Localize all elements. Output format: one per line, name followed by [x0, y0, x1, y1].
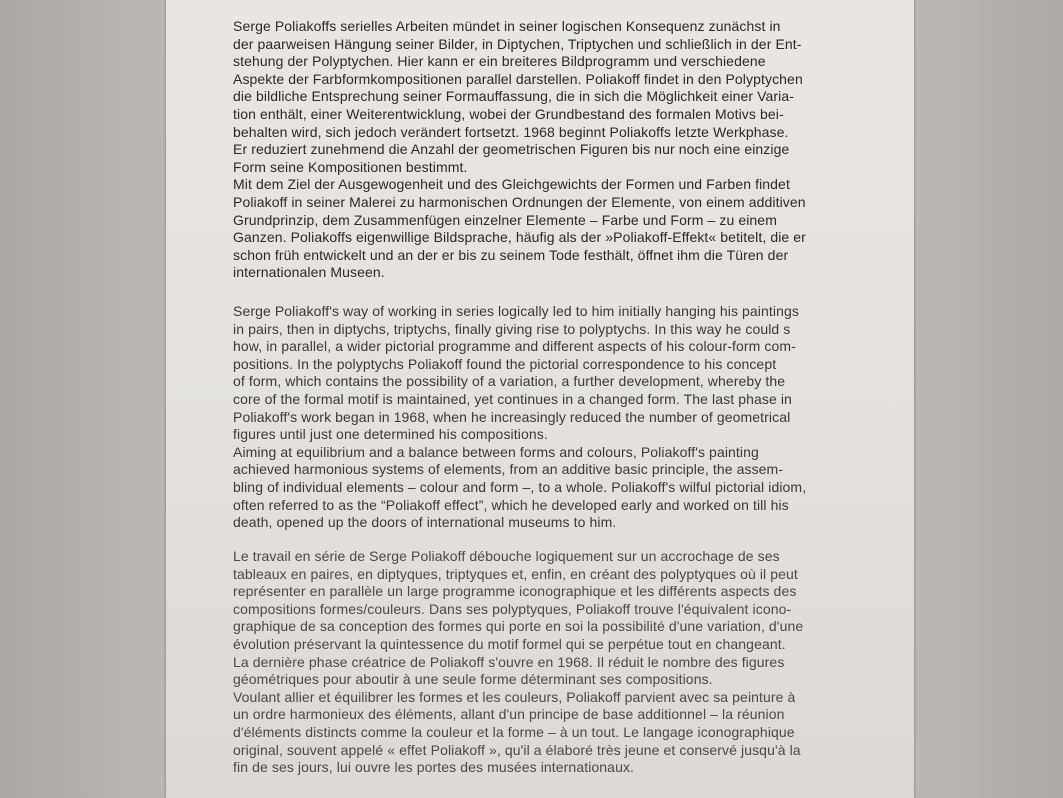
text-line: achieved harmonious systems of elements, from an additive basic principle, the assem- [233, 461, 784, 478]
text-line: Serge Poliakoffs serielles Arbeiten mündet in seiner logischen Konsequenz zunächst in [233, 18, 781, 34]
wall-text-panel [166, 0, 914, 798]
german-text-block [233, 18, 853, 282]
text-line: Poliakoff's work began in 1968, when he increasingly reduced the number of geometrical [233, 408, 791, 425]
text-line: often referred to as the “Poliakoff effect”, which he developed early and worked on till his [233, 496, 789, 513]
text-line: Aspekte der Farbformkompositionen parallel darstellen. Poliakoff findet in den Polyptychen [233, 70, 803, 87]
text-line: death, opened up the doors of international museums to him. [233, 514, 617, 531]
text-line: tion enthält, einer Weiterentwicklung, wobei der Grundbestand des formalen Motivs bei- [233, 105, 784, 122]
text-line: Poliakoff in seiner Malerei zu harmonischen Ordnungen der Elemente, von einem additiven [233, 193, 806, 210]
text-line: La dernière phase créatrice de Poliakoff s'ouvre en 1968. Il réduit le nombre des figures [233, 653, 785, 670]
text-line: original, souvent appelé « effet Poliakoff », qu'il a élaboré très jeune et conservé jusqu'à la [233, 741, 801, 758]
text-line: Mit dem Ziel der Ausgewogenheit und des Gleichgewichts der Formen und Farben findet [233, 176, 790, 193]
text-line: Grundprinzip, dem Zusammenfügen einzelner Elemente – Farbe und Form – zu einem [233, 211, 777, 228]
text-line: d'éléments distincts comme la couleur et la forme – à un tout. Le langage iconographique [233, 723, 795, 740]
text-line: un ordre harmonieux des éléments, allant d'un principe de base additionnel – la réunion [233, 706, 785, 723]
text-line: behalten wird, sich jedoch verändert fortsetzt. 1968 beginnt Poliakoffs letzte Werkphase. [233, 123, 789, 140]
text-line: die bildliche Entsprechung seiner Formauffassung, die in sich die Möglichkeit einer Varia- [233, 88, 794, 105]
french-text-block [233, 548, 853, 777]
text-line: géométriques pour aboutir à une seule forme déterminant ses compositions. [233, 671, 713, 688]
text-line: Form seine Kompositionen bestimmt. [233, 158, 468, 175]
text-line: schon früh entwickelt und an der er bis zu seinem Tode festhält, öffnet ihm die Türen der [233, 246, 789, 263]
text-line: représenter en parallèle un large programme iconographique et les différents aspects des [233, 583, 797, 600]
text-line: Aiming at equilibrium and a balance between forms and colours, Poliakoff's painting [233, 443, 759, 460]
text-line: Le travail en série de Serge Poliakoff débouche logiquement sur un accrochage de ses [233, 548, 780, 564]
text-line: Ganzen. Poliakoffs eigenwillige Bildsprache, häufig als der »Poliakoff-Effekt« betitelt, die er [233, 229, 806, 246]
text-line: how, in parallel, a wider pictorial programme and different aspects of his colour-form com- [233, 338, 796, 355]
text-line: bling of individual elements – colour and form –, to a whole. Poliakoff's wilful pictorial idiom, [233, 478, 807, 495]
text-line: Er reduziert zunehmend die Anzahl der geometrischen Figuren bis nur noch eine einzige [233, 141, 790, 158]
english-text-block [233, 303, 853, 532]
text-line: graphique de sa conception des formes qui porte en soi la possibilité d'une variation, d'une [233, 618, 804, 635]
text-line: stehung der Polyptychen. Hier kann er ein breiteres Bildprogramm und verschiedene [233, 53, 766, 70]
text-line: compositions formes/couleurs. Dans ses polyptyques, Poliakoff trouve l'équivalent icono- [233, 600, 792, 617]
text-line: positions. In the polyptychs Poliakoff found the pictorial correspondence to his concept [233, 355, 777, 372]
text-line: évolution préservant la quintessence du motif formel qui se perpétue tout en changeant. [233, 635, 786, 652]
text-line: Voulant allier et équilibrer les formes et les couleurs, Poliakoff parvient avec sa peinture à [233, 688, 796, 705]
text-line: of form, which contains the possibility of a variation, a further development, whereby the [233, 373, 786, 390]
text-line: figures until just one determined his compositions. [233, 426, 548, 443]
text-line: in pairs, then in diptychs, triptychs, finally giving rise to polyptychs. In this way he could s [233, 320, 791, 337]
text-line: der paarweisen Hängung seiner Bilder, in Diptychen, Triptychen und schließlich in der Ent- [233, 35, 802, 52]
text-line: Serge Poliakoff's way of working in series logically led to him initially hanging his paintings [233, 303, 799, 319]
text-line: tableaux en paires, en diptyques, triptyques et, enfin, en créant des polyptyques où il peut [233, 565, 798, 582]
text-line: fin de ses jours, lui ouvre les portes des musées internationaux. [233, 759, 635, 776]
text-line: core of the formal motif is maintained, yet continues in a changed form. The last phase in [233, 390, 792, 407]
text-line: internationalen Museen. [233, 264, 385, 281]
